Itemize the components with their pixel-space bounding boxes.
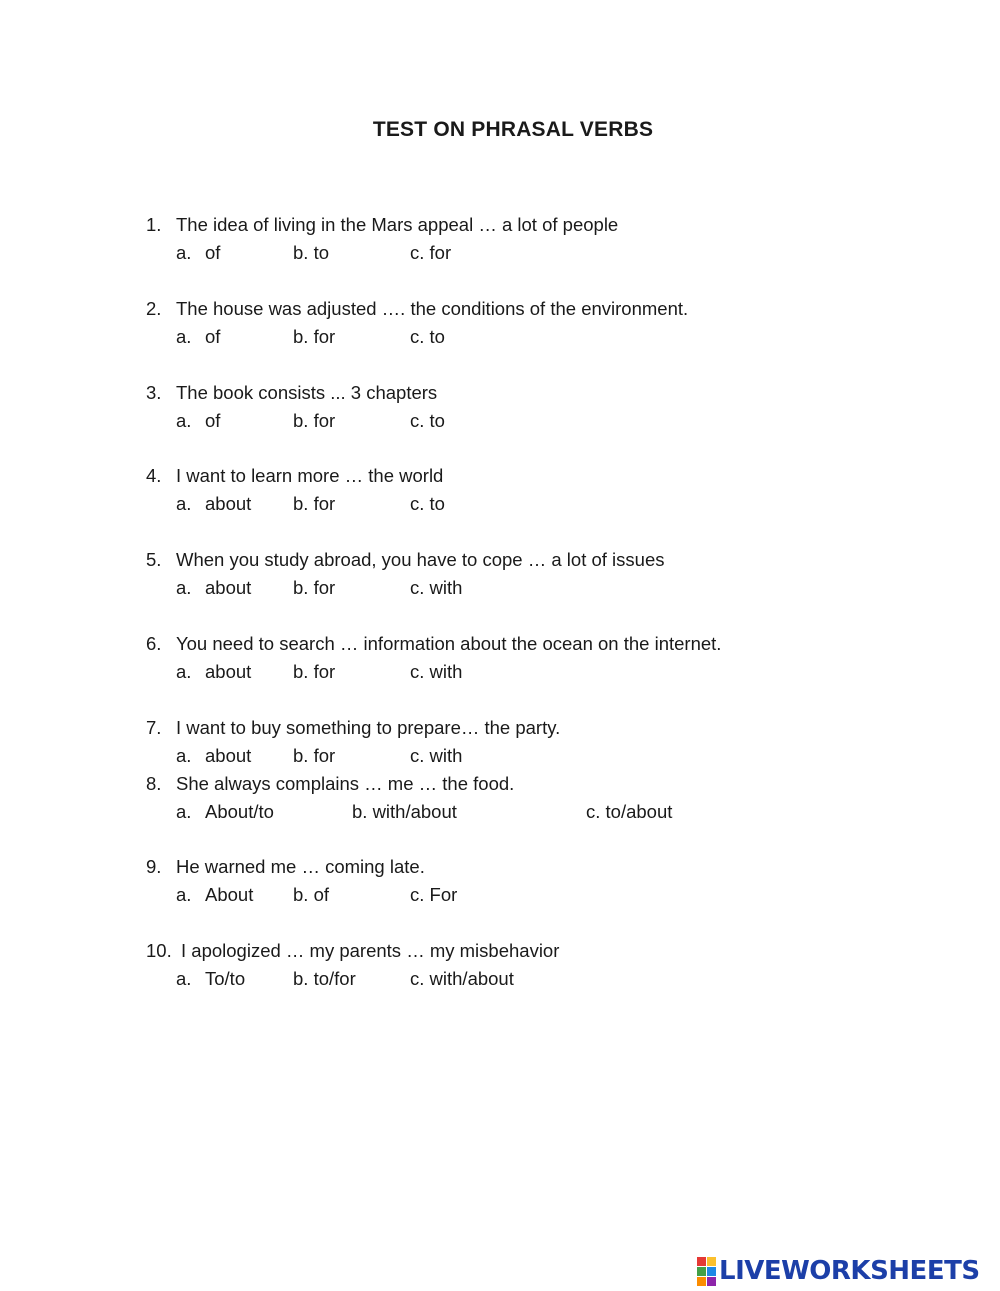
question-number: 4. — [146, 465, 162, 486]
option-a-marker: a. — [176, 242, 192, 263]
question-number: 9. — [146, 856, 162, 877]
option-c: c. to — [410, 493, 445, 514]
question-text: She always complains … me … the food. — [176, 773, 515, 794]
option-b: b. for — [293, 410, 336, 431]
question-number: 6. — [146, 633, 162, 654]
option-a-marker: a. — [176, 326, 192, 347]
option-b: b. for — [293, 661, 336, 682]
question — [0, 549, 1000, 609]
question — [0, 633, 1000, 693]
question — [0, 465, 1000, 525]
question — [0, 214, 1000, 274]
option-b: b. of — [293, 884, 329, 905]
option-a: of — [205, 326, 221, 347]
question-text: You need to search … information about the ocean on the internet. — [176, 633, 722, 654]
option-b: b. for — [293, 493, 336, 514]
cube-tile — [697, 1277, 706, 1286]
option-a-marker: a. — [176, 745, 192, 766]
question-number: 1. — [146, 214, 162, 235]
option-c: c. for — [410, 242, 452, 263]
option-b: b. with/about — [352, 801, 457, 822]
option-c: c. with — [410, 577, 463, 598]
question-number: 10. — [146, 940, 172, 961]
option-a: about — [205, 745, 252, 766]
liveworksheets-logo — [697, 1256, 980, 1286]
question — [0, 940, 1000, 1000]
option-c: c. For — [410, 884, 458, 905]
option-a: of — [205, 410, 221, 431]
option-a: about — [205, 577, 252, 598]
question — [0, 856, 1000, 916]
question-number: 7. — [146, 717, 162, 738]
cube-tile — [697, 1257, 706, 1266]
question — [0, 717, 1000, 777]
question-text: I want to buy something to prepare… the party. — [176, 717, 561, 738]
option-b: b. for — [293, 745, 336, 766]
option-a-marker: a. — [176, 410, 192, 431]
question — [0, 298, 1000, 358]
question-number: 8. — [146, 773, 162, 794]
cube-tile — [707, 1277, 716, 1286]
option-c: c. to — [410, 326, 445, 347]
option-b: b. for — [293, 326, 336, 347]
option-a-marker: a. — [176, 661, 192, 682]
option-a: To/to — [205, 968, 246, 989]
option-c: c. with — [410, 745, 463, 766]
question-text: The idea of living in the Mars appeal … a lot of people — [176, 214, 619, 235]
question-text: I want to learn more … the world — [176, 465, 444, 486]
option-c: c. to/about — [586, 801, 673, 822]
question-text: He warned me … coming late. — [176, 856, 425, 877]
option-a-marker: a. — [176, 577, 192, 598]
cube-tile — [697, 1267, 706, 1276]
page-title: TEST ON PHRASAL VERBS — [372, 118, 654, 141]
cube-tile — [707, 1267, 716, 1276]
question-text: The house was adjusted …. the conditions of the environment. — [176, 298, 689, 319]
question-number: 5. — [146, 549, 162, 570]
option-a-marker: a. — [176, 884, 192, 905]
option-a-marker: a. — [176, 801, 192, 822]
cube-tile — [707, 1257, 716, 1266]
cube-logo-icon — [697, 1257, 716, 1286]
question-text: The book consists ... 3 chapters — [176, 382, 438, 403]
option-c: c. to — [410, 410, 445, 431]
option-a: about — [205, 493, 252, 514]
option-c: c. with — [410, 661, 463, 682]
option-a: about — [205, 661, 252, 682]
option-a-marker: a. — [176, 493, 192, 514]
option-b: b. for — [293, 577, 336, 598]
watermark-text: LIVEWORKSHEETS — [719, 1256, 980, 1286]
question-text: I apologized … my parents … my misbehavior — [181, 940, 560, 961]
option-c: c. with/about — [410, 968, 514, 989]
option-a: of — [205, 242, 221, 263]
option-a-marker: a. — [176, 968, 192, 989]
option-b: b. to — [293, 242, 329, 263]
option-a: About/to — [205, 801, 274, 822]
question-number: 3. — [146, 382, 162, 403]
question-text: When you study abroad, you have to cope … a lot of issues — [176, 549, 665, 570]
question-number: 2. — [146, 298, 162, 319]
question — [0, 773, 1000, 833]
option-b: b. to/for — [293, 968, 356, 989]
question — [0, 382, 1000, 442]
option-a: About — [205, 884, 254, 905]
